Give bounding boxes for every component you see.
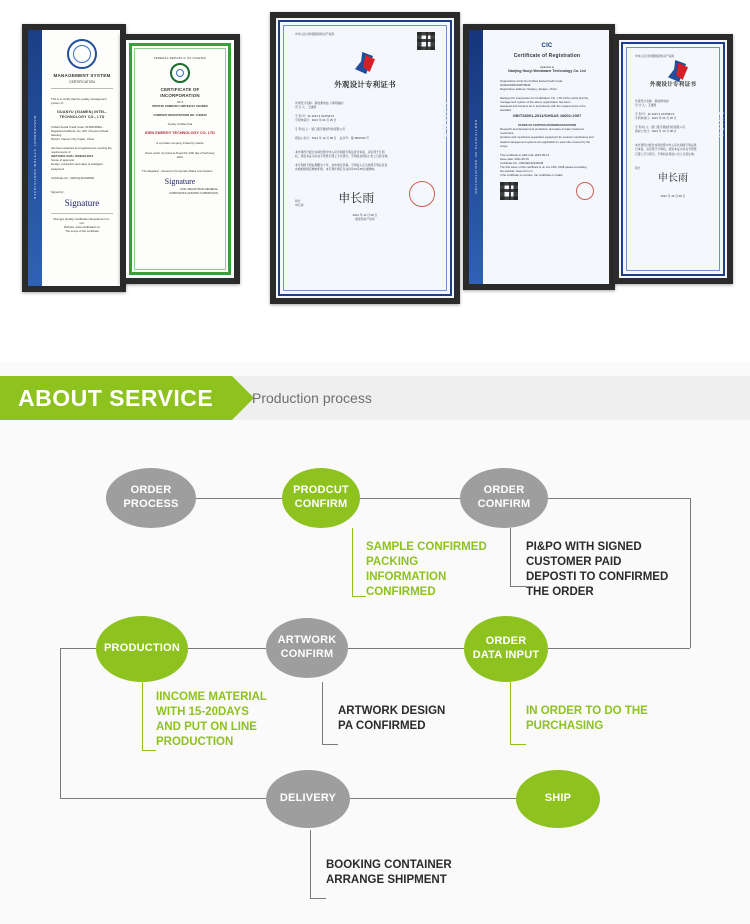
note-prodcut-confirm: SAMPLE CONFIRMED PACKING INFORMATION CONFIRMED [366, 541, 487, 598]
leader-order-confirm-note [510, 528, 511, 586]
connector-order-process-to-prodcut-confirm [196, 498, 282, 499]
brand-logo-icon [345, 52, 385, 78]
connector-into-delivery [60, 798, 266, 799]
connector-delivery-to-ship [350, 798, 516, 799]
certificates-gallery [0, 0, 750, 310]
note-production: IINCOME MATERIAL WITH 15-20DAYS AND PUT ON LINE PRODUCTION [156, 691, 267, 748]
certificate-cic-registration: CERTIFICATE OF REGISTRATION CIC Certificate of Registration Awarded to Nanjing Huoyi Membrane Technology Co. Ltd Organization Code No./Unified Social Credit Code: 91320100MA1NRT8E3F Registration address: Nanjing, Jiangsu, China Nanjing CIC Corporation for Certification CO., LTD (CIC) certify that the management system of the above organization has been assessed and found to be in accordance with the requirements of the standard GB/T28001-2011/OHSAS 18001:2007 SCOPE OF CERTIFICATION/REGISTRATION Research and development production and sales of water treatment membrane products and membrane separation equipment for ceramic membranes and related management systems are applicable for each site covered by the scope This certificate is valid until: 2024-05-14 Issue date: 2021-05-15 Certificate No.: 00621E31234ROM The first issue of this certificate is on Jun 15th, 2018 please consulting the website: www.ciccn.cn If the certificate is overdue, the certificate is invalid [463, 24, 615, 290]
certificate-side-band: CERTIFICATE OF REGISTRATION [469, 30, 483, 284]
certificate-management-system: MANAGEMENT SYSTEM CERTIFICATE MANAGEMENT SYSTEM CERTIFICATION This is to certify that the quality management system of: GUANYU (XIAMEN) INTEL- TECHNOLOGY CO., LTD Unified Social Credit Code: 91350200MA... Registered Address: No. 205, Xinyuan 2 Road, Haicang District, Xiamen City, Fujian, China has been awarded and registered as meeting the requirements of GB/T19001-2016 / ISO9001:2015 Scope of approval: Design, production and sales of intelligent equipment Certificate No.: 00621Q31234R0M Signed by: Signature Shengyu Quality Certification Department Co., Ltd. Website: www.certification.cn The scope of the certificate [22, 24, 126, 292]
note-order-data-input: IN ORDER TO DO THE PURCHASING [526, 705, 648, 732]
flow-node-order-data-input[interactable]: ORDER DATA INPUT [464, 616, 548, 682]
brand-logo-icon [658, 60, 688, 80]
certificate-side-band: MANAGEMENT SYSTEM CERTIFICATE [28, 30, 42, 286]
flow-node-production[interactable]: PRODUCTION [96, 616, 188, 682]
leader-artwork-confirm-note-foot [322, 744, 338, 745]
certificate-of-incorporation: FEDERAL REPUBLIC OF NIGERIA CERTIFICATE OF INCORPORATION OF A PRIVATE COMPANY LIMITED BY SHARES COMPANY REGISTRATION NO. 1796610 hereby certifies that IDEN ENERGY TECHNOLOGY CO. LTD is a private company limited by shares Given under my hand at Abuja this 19th day of February, 2021 The Registrar - General of Corporate Affairs Commission Signature FOR: REGISTRAR GENERAL CORPORATE AFFAIRS COMMISSION [120, 34, 240, 284]
watermark: CNIPA [717, 111, 723, 140]
connector-prodcut-confirm-to-order-confirm [360, 498, 460, 499]
flow-node-ship[interactable]: SHIP [516, 770, 600, 828]
leader-prodcut-confirm-note-foot [352, 596, 366, 597]
signature: Signature [64, 197, 100, 208]
leader-artwork-confirm-note [322, 682, 323, 744]
official-stamp-icon [576, 182, 594, 200]
certificate-design-patent-small: CNIPA 中华人民共和国国家知识产权局 外观设计专利证书 外观设计名称：新能源电池 设 计 人：王建国 专 利 号：ZL 2021 3 0147931.5 专利申请日：2021 年 04 月 25 日 专 利 权 人：厦门观宇智能科技有限公司 授权公告日：2021 年 10 月 08 日 本外观设计经过本局依照中华人民共和国专利法进 行审查，决定授予专利权，颁发本证书并在专利登 记簿上予以登记。专利权自授权公告之日起生效。 局长 申长雨 2021 年 10 月 08 日 [613, 34, 733, 284]
connector-order-confirm-down [690, 498, 691, 648]
section-subtitle: Production process [252, 390, 372, 406]
certificate-design-patent-large: CHINA 中华人民共和国国家知识产权局 外观设计专利证书 外观设计名称：新能源电池（商用储能） 设 计 人：王建国 专 利 号：ZL 2021 3 0147931.5 专利申请日：2021 年 04 月 25 日 专 利 权 人：厦门观宇智能科技有限公司 授权公告日：2021 年 10 月 08 日 证书号：第 3800792 号 本外观设计经过本局依照中华人民共和国专利法进行审查，决定授予专利 权，颁发本证书并在专利登记簿上予以登记。专利权自授权公告之日起生效。 本专利的专利权期限为十年，自申请日起算。专利权人应当依照专利法及其 实施细则规定缴纳年费，本专利年费应当在每年04月25日前缴纳。 局长 申长雨 申长雨 2021 年 10 月 08 日 国家知识产权局 [270, 12, 460, 304]
flow-node-order-process[interactable]: ORDER PROCESS [106, 468, 196, 528]
connector-artwork-confirm-to-production [184, 648, 266, 649]
section-divider [0, 310, 750, 362]
leader-delivery-note-foot [310, 898, 326, 899]
flow-node-delivery[interactable]: DELIVERY [266, 770, 350, 828]
note-delivery: BOOKING CONTAINER ARRANGE SHIPMENT [326, 859, 452, 886]
leader-order-confirm-note-foot [510, 586, 526, 587]
signature: 申长雨 [658, 172, 688, 184]
watermark: CHINA [440, 102, 450, 141]
qr-code-icon [417, 32, 435, 50]
signature: Signature [164, 176, 196, 186]
note-artwork-confirm: ARTWORK DESIGN PA CONFIRMED [338, 705, 446, 732]
production-process-flowchart [0, 432, 750, 924]
leader-delivery-note [310, 830, 311, 898]
section-title: ABOUT SERVICE [18, 384, 214, 411]
leader-prodcut-confirm-note [352, 528, 353, 596]
connector-order-confirm-right [548, 498, 690, 499]
qr-code-icon [500, 182, 518, 200]
signature: 申长雨 [338, 190, 375, 205]
coat-of-arms-icon [170, 63, 190, 83]
seal-icon [67, 39, 97, 69]
note-order-confirm: PI&PO WITH SIGNED CUSTOMER PAID DEPOSTI TO CONFIRMED THE ORDER [526, 541, 669, 598]
leader-order-data-input-note-foot [510, 744, 526, 745]
flow-node-prodcut-confirm[interactable]: PRODCUT CONFIRM [282, 468, 360, 528]
flow-node-order-confirm[interactable]: ORDER CONFIRM [460, 468, 548, 528]
flow-node-artwork-confirm[interactable]: ARTWORK CONFIRM [266, 618, 348, 678]
connector-production-down [60, 648, 61, 798]
leader-production-note-foot [142, 750, 156, 751]
connector-order-data-input-to-artwork-confirm [348, 648, 464, 649]
official-stamp-icon [409, 181, 435, 207]
leader-order-data-input-note [510, 682, 511, 744]
leader-production-note [142, 682, 143, 750]
connector-into-order-data-input [548, 648, 690, 649]
about-service-section [0, 362, 750, 924]
